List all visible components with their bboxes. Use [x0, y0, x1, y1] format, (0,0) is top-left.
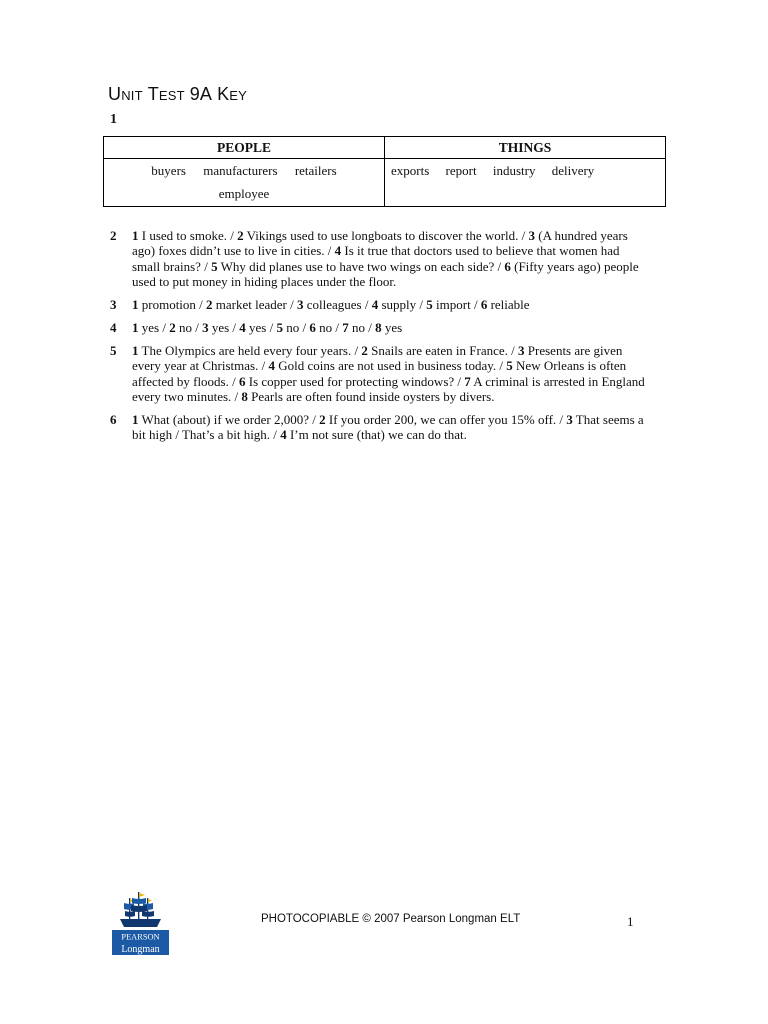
part-text: import /	[432, 297, 481, 313]
part-text: yes	[381, 320, 403, 336]
part-number: 3	[518, 342, 525, 358]
title-initial-k: K	[217, 84, 230, 104]
logo-pearson-text: PEARSON	[121, 932, 160, 942]
part-text: no /	[315, 320, 343, 336]
part-number: 1	[132, 412, 139, 428]
part-text: New Orleans is often affected by floods. /	[132, 358, 627, 389]
answer-item	[110, 297, 650, 312]
part-number: 3	[297, 297, 304, 313]
part-number: 5	[276, 320, 283, 336]
part-text: (A hundred years ago) foxes didn’t use to live in cities. /	[132, 228, 628, 259]
part-text: reliable	[487, 297, 530, 313]
answer-text	[132, 297, 650, 312]
page-number: 1	[627, 914, 634, 929]
answer-item	[110, 343, 650, 405]
answer-item	[110, 320, 650, 335]
part-text: Presents are given every year at Christmas. /	[132, 342, 623, 374]
part-number: 3	[528, 228, 536, 243]
part-number: 1	[132, 228, 139, 243]
part-number: 2	[361, 342, 368, 358]
part-number: 6	[480, 297, 488, 313]
word: exports	[391, 163, 430, 178]
part-number: 4	[268, 358, 275, 374]
part-number: 6	[309, 320, 316, 336]
title-test-number: 9A	[189, 84, 213, 104]
part-text: yes /	[208, 320, 240, 336]
title-initial-t: T	[147, 84, 159, 104]
page-title	[108, 84, 247, 105]
part-number: 4	[280, 427, 287, 443]
part-number: 8	[375, 320, 382, 336]
word: industry	[492, 163, 536, 178]
part-number: 5	[426, 297, 433, 313]
part-text: Gold coins are not used in business today. /	[274, 358, 507, 374]
title-smallcaps-nit: NIT	[121, 88, 143, 103]
title-initial-u: U	[108, 84, 122, 104]
answer-number: 4	[110, 320, 117, 336]
part-text: That seems a bit high / That’s a bit high. /	[132, 412, 644, 443]
part-text: I’m not sure (that) we can do that.	[286, 427, 467, 443]
word: report	[445, 163, 477, 178]
things-cell	[385, 159, 666, 207]
part-text: market leader /	[212, 297, 297, 313]
part-text: A criminal is arrested in England every two minutes. /	[132, 373, 645, 405]
part-text: no /	[175, 320, 203, 336]
title-smallcaps-ey: EY	[229, 88, 248, 103]
part-number: 2	[169, 320, 176, 336]
part-number: 7	[464, 373, 471, 389]
part-text: yes /	[138, 320, 170, 336]
part-number: 4	[334, 243, 342, 259]
people-cell	[104, 159, 385, 207]
part-text: no /	[282, 320, 310, 336]
word: delivery	[551, 163, 595, 178]
part-number: 1	[132, 342, 139, 358]
answer-text	[132, 228, 650, 290]
people-words-row-1	[104, 159, 384, 182]
table-header-row	[104, 137, 666, 159]
part-number: 2	[237, 228, 244, 243]
answer-text	[132, 320, 650, 335]
part-number: 5	[211, 258, 218, 274]
part-number: 5	[506, 358, 513, 374]
things-words-row	[391, 159, 665, 182]
part-text: colleagues /	[303, 297, 372, 313]
logo-longman-text: Longman	[121, 944, 160, 955]
vocabulary-table	[103, 136, 666, 207]
table-row	[104, 159, 666, 207]
part-text: supply /	[378, 297, 427, 313]
part-number: 8	[241, 389, 248, 405]
word: buyers	[151, 163, 186, 178]
part-number: 6	[504, 258, 511, 274]
answer-text	[132, 343, 650, 405]
part-number: 4	[239, 320, 246, 336]
part-text: The Olympics are held every four years. /	[138, 342, 362, 358]
answer-item	[110, 228, 650, 290]
part-number: 1	[132, 320, 139, 336]
part-number: 6	[238, 373, 246, 389]
answer-number: 3	[110, 297, 117, 313]
part-text: Vikings used to use longboats to discover the world. /	[243, 228, 529, 243]
answer-number: 2	[110, 228, 117, 243]
part-text: (Fifty years ago) people used to put money in hiding places under the floor.	[132, 258, 639, 290]
section-1-number: 1	[110, 112, 117, 127]
header-things: THINGS	[385, 137, 666, 159]
answer-key-list	[110, 228, 650, 450]
part-text: I used to smoke. /	[138, 228, 238, 243]
part-text: Snails are eaten in France. /	[367, 342, 519, 358]
part-text: Is copper used for protecting windows? /	[245, 373, 465, 389]
part-number: 7	[342, 320, 349, 336]
part-text: no /	[348, 320, 376, 336]
part-number: 3	[566, 412, 573, 428]
part-text: Why did planes use to have two wings on each side? /	[217, 258, 505, 274]
part-number: 4	[371, 297, 379, 313]
part-number: 2	[206, 297, 213, 313]
part-text: Pearls are often found inside oysters by divers.	[247, 389, 495, 405]
answer-item	[110, 412, 650, 443]
part-text: What (about) if we order 2,000? /	[138, 412, 320, 428]
part-text: Is it true that doctors used to believe that women had small brains? /	[132, 243, 620, 274]
part-number: 1	[132, 297, 139, 313]
part-number: 3	[202, 320, 209, 336]
answer-text	[132, 412, 650, 443]
pearson-longman-logo	[112, 889, 169, 955]
header-people: PEOPLE	[104, 137, 385, 159]
pearson-logo-icon	[112, 889, 169, 955]
title-smallcaps-est: EST	[158, 88, 185, 103]
part-number: 2	[319, 412, 326, 428]
people-words-row-2	[104, 182, 384, 205]
copyright-notice: PHOTOCOPIABLE © 2007 Pearson Longman ELT	[261, 913, 521, 925]
part-text: promotion /	[138, 297, 207, 313]
word: manufacturers	[203, 163, 278, 178]
answer-number: 6	[110, 412, 117, 428]
part-text: yes /	[245, 320, 277, 336]
answer-number: 5	[110, 342, 117, 358]
word: employee	[218, 186, 270, 201]
word: retailers	[294, 163, 337, 178]
part-text: If you order 200, we can offer you 15% off. /	[325, 412, 567, 428]
